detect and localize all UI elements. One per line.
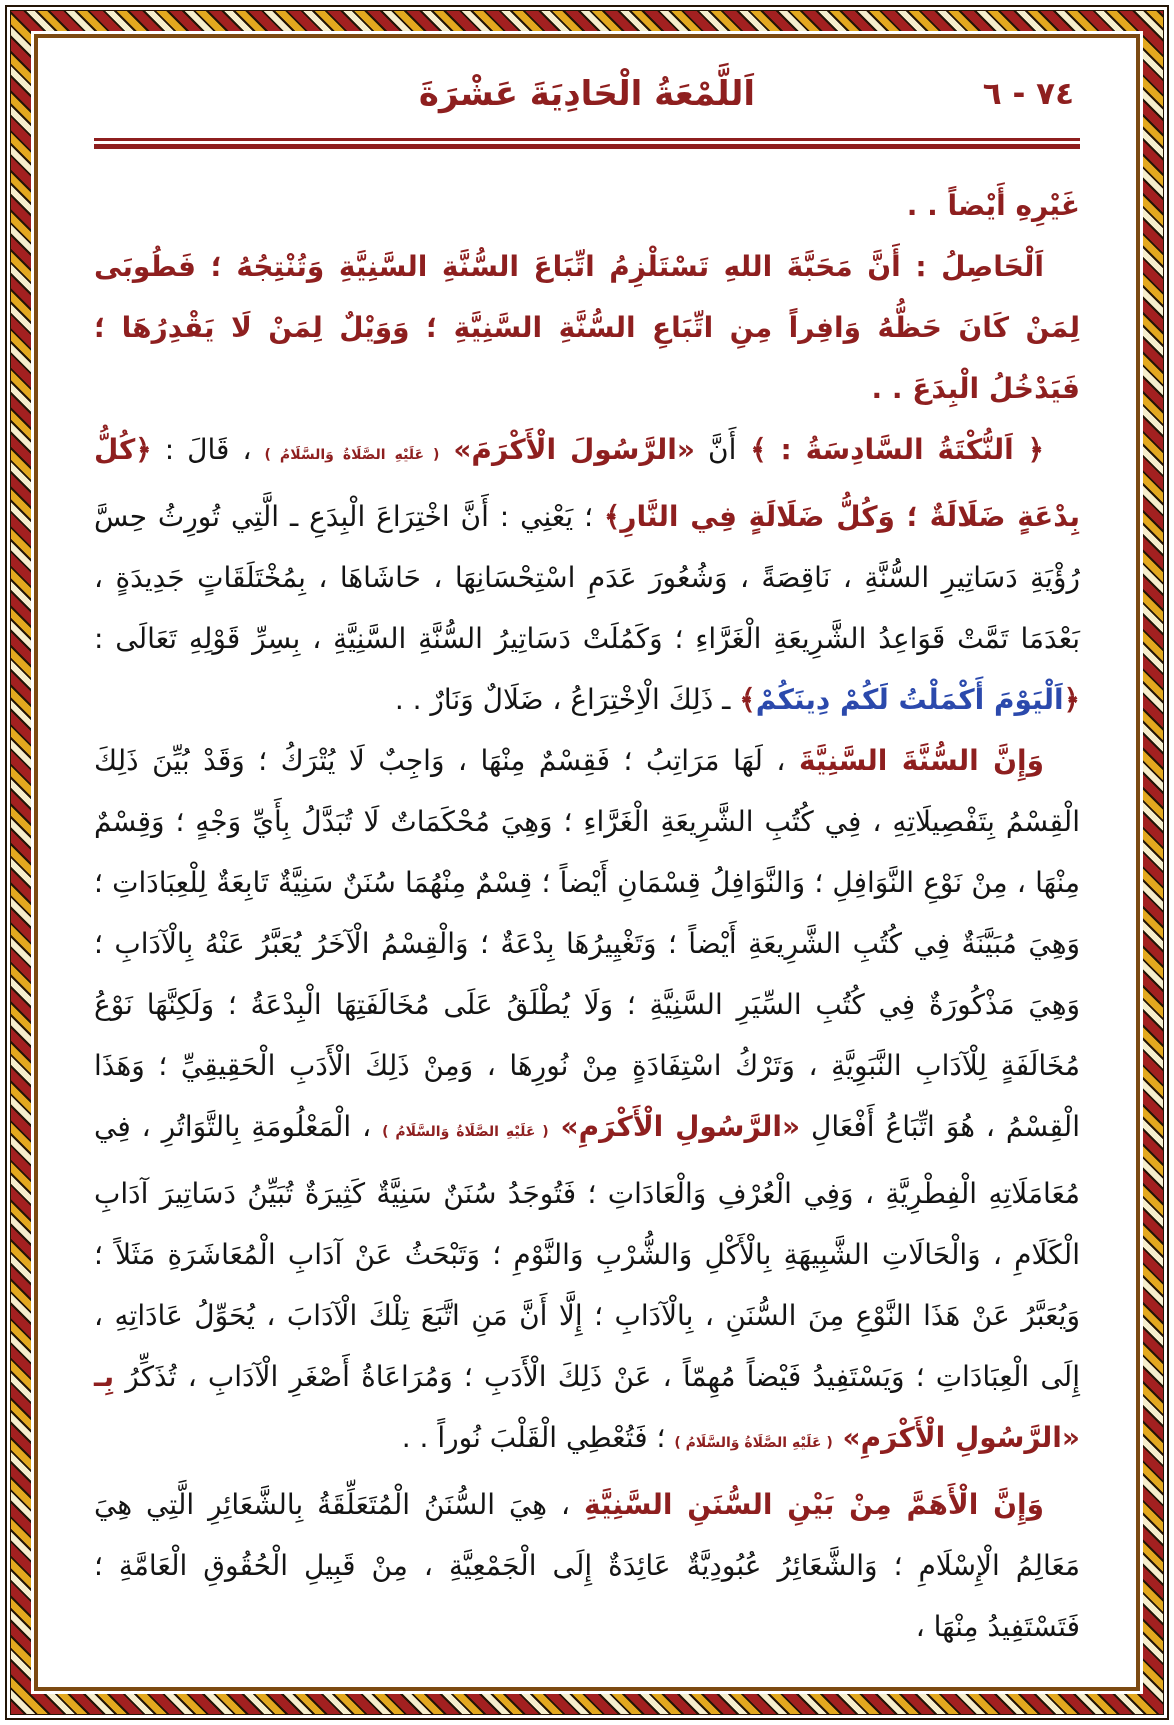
page-content	[42, 42, 1132, 1683]
header-divider	[94, 138, 1080, 149]
text-run-black: أَنَّ	[694, 433, 737, 466]
text-run-black: ـ ذَلِكَ الْاِخْتِرَاعُ ، ضَلَالٌ وَنَارٌ . .	[394, 683, 740, 716]
text-run-seal: ( عَلَيْهِ الصَّلَاةُ وَالسَّلَامُ )	[382, 1124, 549, 1140]
paragraph-alhasil	[94, 236, 1080, 419]
text-run-red: ﴿	[1063, 683, 1080, 716]
text-run-black: ؛ يَعْنِي : أَنَّ اخْتِرَاعَ الْبِدَعِ ـ الَّتِي تُورِثُ حِسَّ رُؤْيَةِ دَسَاتِيرِ السُّنَّةِ ، نَاقِصَةً ، وَشُعُورَ عَدَمِ اسْتِحْسَانِهَا ، حَاشَاهَا ، بِمُخْتَلَقَاتٍ جَدِيدَةٍ ، بَعْدَمَا تَمَّتْ قَوَاعِدُ الشَّرِيعَةِ الْغَرَّاءِ ؛ وَكَمُلَتْ دَسَاتِيرُ السُّنَّةِ السَّنِيَّةِ ، بِسِرِّ قَوْلِهِ تَعَالَى :	[94, 500, 1080, 655]
text-run-red: وَإِنَّ الْأَهَمَّ مِنْ بَيْنِ السُّنَنِ السَّنِيَّةِ	[584, 1488, 1045, 1521]
body-text	[94, 175, 1080, 1657]
text-run-red: ﴿كُلُّ بِدْعَةٍ ضَلَالَةٌ ؛ وَكُلُّ ضَلَالَةٍ فِي النَّارِ﴾	[94, 433, 1080, 533]
text-run-blue: اَلْيَوْمَ أَكْمَلْتُ لَكُمْ دِينَكُمْ	[755, 683, 1064, 716]
page-number: ٧٤ - ٦	[982, 76, 1074, 112]
text-run-red: «الرَّسُولَ الْأَكْرَمَ»	[439, 433, 695, 466]
paragraph-sixth-point	[94, 419, 1080, 730]
text-run-red: ﴾	[739, 683, 756, 716]
text-run-seal: ( عَلَيْهِ الصَّلَاةُ وَالسَّلَامُ )	[264, 447, 440, 463]
text-run-red: وَإِنَّ السُّنَّةَ السَّنِيَّةَ	[798, 744, 1044, 777]
text-run-red: ﴿ اَلنُّكْتَةُ السَّادِسَةُ : ﴾	[736, 433, 1044, 466]
text-run-black: ، الْمَعْلُومَةِ بِالتَّوَاتُرِ ، فِي مُعَامَلَاتِهِ الْفِطْرِيَّةِ ، وَفِي الْعُرْفِ وَالْعَادَاتِ ؛ فَتُوجَدُ سُنَنٌ سَنِيَّةٌ كَثِيرَةٌ تُبَيِّنُ دَسَاتِيرَ آدَابِ الْكَلَامِ ، وَالْحَالَاتِ الشَّبِيهَةِ بِالْأَكْلِ وَالشُّرْبِ وَالنَّوْمِ ؛ وَتَبْحَثُ عَنْ آدَابِ الْمُعَاشَرَةِ مَثَلاً ؛ وَيُعَبَّرُ عَنْ هَذَا النَّوْعِ مِنَ السُّنَنِ ، بِالْآدَابِ ؛ إِلَّا أَنَّ مَنِ اتَّبَعَ تِلْكَ الْآدَابَ ، يُحَوِّلُ عَادَاتِهِ ، إِلَى الْعِبَادَاتِ ؛ وَيَسْتَفِيدُ فَيْضاً مُهِمّاً ، عَنْ ذَلِكَ الْأَدَبِ ؛ وَمُرَاعَاةُ أَصْغَرِ الْآدَابِ ، تُذَكِّرُ	[94, 1110, 1080, 1393]
text-run-black: ، هِيَ السُّنَنُ الْمُتَعَلِّقَةُ بِالشَّعَائِرِ الَّتِي هِيَ مَعَالِمُ الْإِسْلَامِ ؛ وَالشَّعَائِرُ عُبُودِيَّةٌ عَائِدَةٌ إِلَى الْجَمْعِيَّةِ ، مِنْ قَبِيلِ الْحُقُوقِ الْعَامَّةِ ؛ فَتَسْتَفِيدُ مِنْهَا ،	[94, 1488, 1080, 1643]
paragraph-most-important-sunan	[94, 1474, 1080, 1657]
page-title: اَللَّمْعَةُ الْحَادِيَةَ عَشْرَةَ	[418, 74, 756, 114]
text-run-black: ، قَالَ :	[151, 433, 265, 466]
paragraph-sunnah-levels	[94, 730, 1080, 1474]
continuation-line	[94, 175, 1080, 236]
text-run-red: «الرَّسُولِ الْأَكْرَمِ»	[548, 1110, 801, 1143]
text-run-red: غَيْرِهِ أَيْضاً . .	[906, 189, 1080, 222]
page-header	[94, 60, 1080, 138]
text-run-black: ؛ فَتُعْطِي الْقَلْبَ نُوراً . .	[401, 1421, 675, 1454]
text-run-red: اَلْحَاصِلُ : أَنَّ مَحَبَّةَ اللهِ تَسْتَلْزِمُ اتِّبَاعَ السُّنَّةِ السَّنِيَّةِ وَتُنْتِجُهُ ؛ فَطُوبَى لِمَنْ كَانَ حَظُّهُ وَافِراً مِنِ اتِّبَاعِ السُّنَّةِ السَّنِيَّةِ ؛ وَوَيْلٌ لِمَنْ لَا يَقْدِرُهَا ؛ فَيَدْخُلُ الْبِدَعَ . .	[94, 250, 1080, 405]
text-run-seal: ( عَلَيْهِ الصَّلَاةُ وَالسَّلَامُ )	[674, 1435, 833, 1451]
text-run-red: بِـ «الرَّسُولِ الْأَكْرَمِ»	[94, 1360, 1080, 1454]
text-run-black: ، لَهَا مَرَاتِبُ ؛ فَقِسْمٌ مِنْهَا ، وَاجِبٌ لَا يُتْرَكُ ؛ وَقَدْ بُيِّنَ ذَلِكَ الْقِسْمُ بِتَفْصِيلَاتِهِ ، فِي كُتُبِ الشَّرِيعَةِ الْغَرَّاءِ ؛ وَهِيَ مُحْكَمَاتٌ لَا تُبَدَّلُ بِأَيِّ وَجْهٍ ؛ وَقِسْمٌ مِنْهَا ، مِنْ نَوْعِ النَّوَافِلِ ؛ وَالنَّوَافِلُ قِسْمَانِ أَيْضاً ؛ قِسْمٌ مِنْهُمَا سُنَنٌ سَنِيَّةٌ تَابِعَةٌ لِلْعِبَادَاتِ ؛ وَهِيَ مُبَيَّنَةٌ فِي كُتُبِ الشَّرِيعَةِ أَيْضاً ؛ وَتَغْيِيرُهَا بِدْعَةٌ ؛ وَالْقِسْمُ الْآخَرُ يُعَبَّرُ عَنْهُ بِالْآدَابِ ؛ وَهِيَ مَذْكُورَةٌ فِي كُتُبِ السِّيَرِ السَّنِيَّةِ ؛ وَلَا يُطْلَقُ عَلَى مُخَالَفَتِهَا الْبِدْعَةُ ؛ وَلَكِنَّهَا نَوْعُ مُخَالَفَةٍ لِلْآدَابِ النَّبَوِيَّةِ ، وَتَرْكُ اسْتِفَادَةٍ مِنْ نُورِهَا ، وَمِنْ ذَلِكَ الْأَدَبِ الْحَقِيقِيِّ ؛ وَهَذَا الْقِسْمُ ، هُوَ اتِّبَاعُ أَفْعَالِ	[94, 744, 1080, 1143]
